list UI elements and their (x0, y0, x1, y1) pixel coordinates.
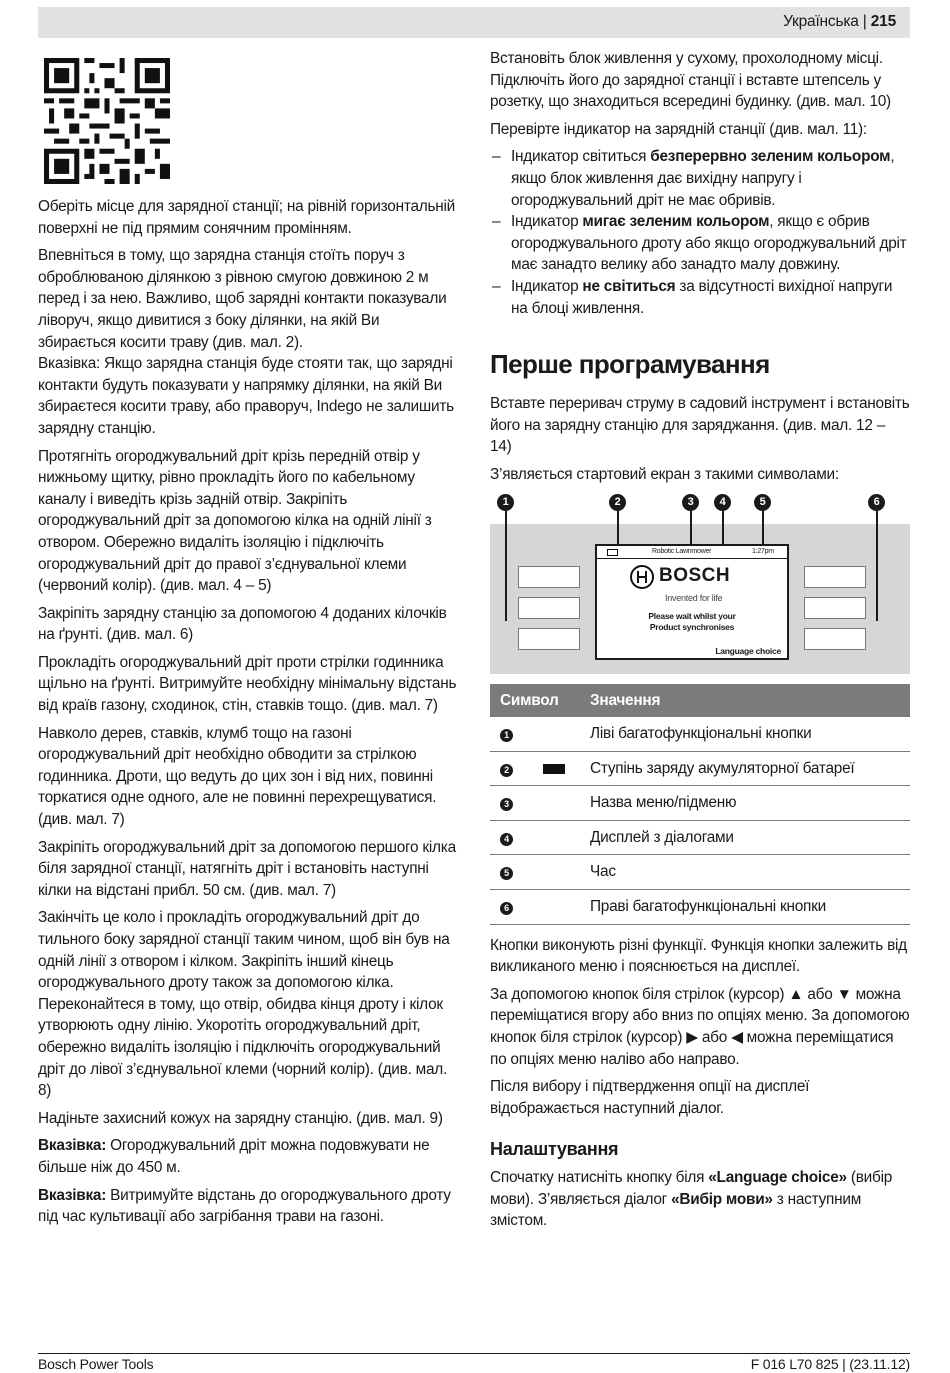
table-cell: Праві багатофункціональні кнопки (580, 890, 910, 925)
left-function-button[interactable] (518, 597, 580, 619)
table-cell: Ліві багатофункціональні кнопки (580, 717, 910, 751)
table-cell: Ступінь заряду акумуляторної батареї (580, 751, 910, 786)
paragraph: Вставте переривач струму в садовий інструмент і встановіть його на зарядну станцію для заряджання. (див. мал. 12 – 14) (490, 395, 910, 456)
paragraph: Встановіть блок живлення у сухому, прохолодному місці. Підключіть його до зарядної станції і вставте штепсель у розетку, що знаходиться всередині будинку. (див. мал. 10) (490, 50, 891, 111)
paragraph: Закінчіть це коло і прокладіть огороджувальний дріт до тильного боку зарядної станції таким чином, щоб він був на одній лінії з отвором і кілком. Закріпіть інший кінець огороджувального дроту також за допомогою кілка. Переконайтеся в тому, що отвір, обидва кінця дроту і кілок утворюють одну лінію. Укоротіть огороджувальний дріт, обережно видаліть ізоляцію і підключіть огороджувальний дріт до лівої з’єднувальної клеми (чорний колір). (див. мал. 8) (38, 909, 450, 1100)
paragraph: Навколо дерев, ставків, клумб тощо на газоні огороджувальний дріт необхідно обводити за стрілкою годинника. Дроти, що ведуть до цих зон і від них, повинні торкатися одне одного, але не повинні перехрещуватися. (див. мал. 7) (38, 724, 437, 829)
callout-1: 1 (497, 494, 514, 511)
table-cell (490, 751, 580, 786)
table-row (490, 786, 910, 821)
table-cell: Час (580, 855, 910, 890)
screen-status-bar (597, 546, 787, 559)
battery-icon (543, 764, 565, 774)
text-run: Спочатку натисніть кнопку біля (490, 1169, 709, 1186)
table-cell (490, 855, 580, 890)
list-item-text: , якщо є обрив огороджувального дроту або якщо огороджувальний дріт має занадто велику або занадто малу довжину. (511, 213, 907, 274)
callout-4: 4 (714, 494, 731, 511)
list-item (490, 276, 910, 319)
text-run: За допомогою кнопок біля стрілок (курсор) (490, 985, 789, 1003)
table-cell (490, 890, 580, 925)
footer-divider (38, 1353, 910, 1354)
footer-left: Bosch Power Tools (38, 1356, 154, 1372)
table-cell (490, 786, 580, 821)
paragraph: Кнопки виконують різні функції. Функція кнопки залежить від викликаного меню і пояснюється на дисплеї. (490, 936, 907, 976)
text-run: з наступним змістом. (490, 1190, 862, 1230)
table-cell (490, 820, 580, 855)
table-row (490, 751, 910, 786)
header-separator: | (858, 13, 871, 30)
menu-title: Robotic Lawnmower (652, 547, 712, 555)
table-row (490, 717, 910, 751)
language-choice-label: Language choice (715, 645, 781, 656)
page-header (38, 7, 910, 38)
text-run: (вибір мови). З’являється діалог (490, 1169, 893, 1208)
note-paragraph (38, 1135, 458, 1178)
left-function-button[interactable] (518, 566, 580, 588)
text-run: можна переміщатися по опціях меню наліво або направо. (490, 1029, 894, 1068)
symbol-number: 5 (500, 867, 513, 880)
list-item-emphasis: мигає зеленим кольором (582, 213, 770, 231)
symbol-number: 4 (500, 833, 513, 846)
list-item (490, 211, 910, 276)
column-header: Значення (580, 684, 910, 718)
subsection-heading: Налаштування (490, 1139, 619, 1160)
table-cell: Назва меню/підменю (580, 786, 910, 821)
paragraph: Вказівка: Якщо зарядна станція буде стояти так, що зарядні контакти будуть показувати у напрямку ділянки, на якій Ви збираєтеся косити траву, або праворуч, Indego не залишить зарядну станцію. (38, 355, 454, 437)
column-header: Символ (490, 684, 580, 718)
note-text: Огороджувальний дріт можна подовжувати не більше ніж до 450 м. (38, 1137, 430, 1176)
paragraph: Надіньте захисний кожух на зарядну станцію. (див. мал. 9) (38, 1109, 443, 1127)
callout-5: 5 (754, 494, 771, 511)
list-item-emphasis: не світиться (582, 277, 676, 295)
header-text (783, 13, 896, 31)
arrow-left-icon: ◀ (731, 1029, 743, 1047)
paragraph: Прокладіть огороджувальний дріт проти стрілки годинника щільно на ґрунті. Витримуйте необхідну мінімальну відстань від країв газону, сходинок, стін, ставків тощо. (див. мал. 7) (38, 653, 457, 715)
paragraph (490, 984, 910, 1070)
symbol-number: 1 (500, 729, 513, 742)
table-row (490, 855, 910, 890)
bosch-logo-icon (629, 564, 655, 590)
paragraph: Протягніть огороджувальний дріт крізь передній отвір у нижньому щитку, рівно прокладіть його по кабельному каналу і виведіть крізь задній отвір. Закріпіть огороджувальний дріт за допомогою кілка на одній лінії з отвором. Обережно видаліть ізоляцію і підключіть огороджувальний дріт до правої з’єднувальної клеми (червоний колір). (див. мал. 4 – 5) (38, 447, 432, 595)
symbol-table (490, 684, 910, 925)
section-heading: Перше програмування (490, 349, 770, 380)
paragraph: Перевірте індикатор на зарядній станції (див. мал. 11): (490, 120, 867, 138)
header-language: Українська (783, 13, 859, 30)
paragraph: Закріпіть зарядну станцію за допомогою 4 доданих кілочків на ґрунті. (див. мал. 6) (38, 604, 447, 644)
right-function-button[interactable] (804, 566, 866, 588)
left-function-button[interactable] (518, 628, 580, 650)
footer-right: F 016 L70 825 | (23.11.12) (750, 1356, 910, 1372)
right-column (490, 48, 910, 1238)
callout-line (876, 511, 878, 621)
symbol-number: 2 (500, 764, 513, 777)
note-label: Вказівка: (38, 1137, 107, 1155)
paragraph (490, 1167, 910, 1232)
symbol-number: 3 (500, 798, 513, 811)
callout-3: 3 (682, 494, 699, 511)
battery-icon (607, 549, 618, 556)
callout-6: 6 (868, 494, 885, 511)
text-run: або (697, 1029, 732, 1047)
display-screen (595, 544, 789, 660)
right-function-button[interactable] (804, 597, 866, 619)
note-paragraph (38, 1185, 458, 1228)
screen-message: Product synchronises (649, 621, 735, 632)
list-item-text: , якщо блок живлення дає вихідну напругу і огороджувальний дріт не має обривів. (511, 148, 895, 209)
paragraph: Оберіть місце для зарядної станції; на рівній горизонтальній поверхні не під прямим сонячним промінням. (38, 198, 456, 237)
text-run: можна переміщатися вгору або вниз по опціях меню. За допомогою кнопок біля стрілок (курсор) (490, 985, 910, 1047)
paragraph: Впевніться в тому, що зарядна станція стоїть поруч з оброблюваною ділянкою з рівною смугою довжиною 2 м перед і за нею. Важливо, щоб зарядні контакти показували ліворуч, якщо дивитися з боку ділянки, на якій Ви збирається косити траву (див. мал. 2). (38, 247, 447, 351)
symbol-number: 6 (500, 902, 513, 915)
display-figure (490, 494, 910, 674)
table-header-row (490, 684, 910, 718)
left-column (38, 48, 458, 1234)
arrow-right-icon: ▶ (686, 1029, 698, 1047)
table-cell: Дисплей з діалогами (580, 820, 910, 855)
callout-2: 2 (609, 494, 626, 511)
callout-line (505, 511, 507, 621)
screen-message: Please wait whilst your (648, 610, 736, 621)
arrow-up-icon: ▲ (788, 985, 804, 1003)
list-item-text: за відсутності вихідної напруги на блоці живлення. (511, 277, 893, 317)
indicator-list (490, 146, 910, 319)
text-emphasis: «Вибір мови» (671, 1190, 773, 1208)
list-item-text: Індикатор світиться (511, 148, 651, 166)
clock: 1:27pm (752, 547, 774, 555)
paragraph: Закріпіть огороджувальний дріт за допомогою першого кілка біля зарядної станції, натягніть дріт і встановіть наступні кілки на відстані прибл. 50 см. (див. мал. 7) (38, 838, 456, 899)
paragraph: З’являється стартовий екран з такими символами: (490, 465, 839, 483)
brand-name: BOSCH (659, 564, 731, 586)
text-emphasis: «Language choice» (708, 1169, 847, 1186)
arrow-down-icon: ▼ (836, 985, 852, 1003)
paragraph: Після вибору і підтвердження опції на дисплеї відображається наступний діалог. (490, 1078, 810, 1117)
qr-code-icon (44, 58, 170, 184)
note-label: Вказівка: (38, 1186, 107, 1204)
table-row (490, 890, 910, 925)
list-item-text: Індикатор (511, 213, 583, 231)
page-number: 215 (870, 13, 896, 30)
table-cell (490, 717, 580, 751)
list-item (490, 146, 910, 211)
list-item-emphasis: безперервно зеленим кольором (650, 148, 891, 166)
note-text: Витримуйте відстань до огороджувального дроту під час культивації або загрібання трави на газоні. (38, 1186, 451, 1226)
brand-tagline: Invented for life (665, 592, 723, 603)
table-row (490, 820, 910, 855)
text-run: або (803, 985, 837, 1003)
right-function-button[interactable] (804, 628, 866, 650)
list-item-text: Індикатор (511, 277, 583, 295)
